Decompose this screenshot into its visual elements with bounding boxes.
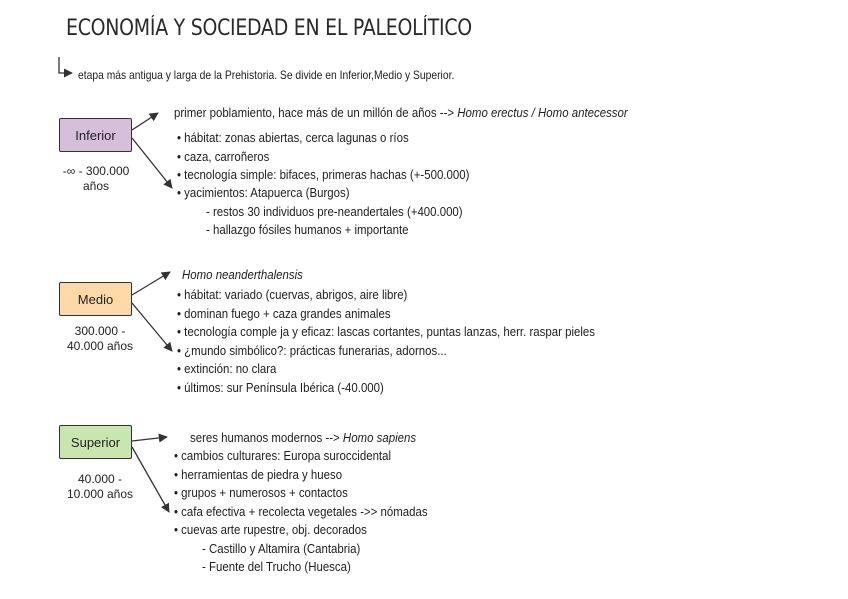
medio-bullet: • dominan fuego + caza grandes animales — [177, 306, 391, 321]
range-line-1: 40.000 - — [77, 472, 123, 486]
superior-bullet: • grupos + numerosos + contactos — [174, 485, 348, 500]
superior-bullet: • cambios culturares: Europa suroccidental — [174, 448, 392, 463]
period-box-superior: Superior — [59, 425, 132, 459]
inferior-subitem: - hallazgo fósiles humanos + importante — [206, 222, 409, 237]
inferior-arrow-up — [132, 113, 158, 130]
range-line-2: años — [82, 179, 110, 193]
subtitle-hook-arrow — [59, 57, 72, 73]
medio-arrow-up — [132, 272, 170, 295]
intro-text: primer poblamiento, hace más de un millón de años --> — [174, 105, 458, 120]
medio-intro — [182, 267, 303, 282]
medio-bullet: • extinción: no clara — [177, 361, 277, 376]
intro-species: Homo erectus / Homo antecessor — [457, 105, 628, 120]
medio-bullet: • ¿mundo simbólico?: prácticas funerarias, adornos... — [177, 343, 447, 358]
inferior-bullet: • tecnología simple: bifaces, primeras hachas (+-500.000) — [177, 167, 470, 182]
range-line-2: 10.000 años — [66, 487, 134, 501]
subtitle: etapa más antigua y larga de la Prehistoria. Se divide en Inferior,Medio y Superior. — [78, 68, 455, 82]
superior-bullet: • cafa efectiva + recolecta vegetales ->> nómadas — [174, 504, 428, 519]
superior-bullet: • herramientas de piedra y hueso — [174, 467, 343, 482]
intro-species: Homo neanderthalensis — [182, 267, 303, 282]
superior-subitem: - Castillo y Altamira (Cantabria) — [202, 541, 361, 556]
superior-arrow-up — [132, 437, 167, 441]
period-range-inferior — [52, 164, 140, 194]
page-title: ECONOMÍA Y SOCIEDAD EN EL PALEOLÍTICO — [66, 16, 472, 41]
inferior-bullet: • caza, carroñeros — [177, 149, 270, 164]
period-box-inferior: Inferior — [59, 118, 132, 152]
medio-bullet: • tecnología comple ja y eficaz: lascas cortantes, puntas lanzas, herr. raspar pieles — [177, 324, 595, 339]
inferior-bullet: • yacimientos: Atapuerca (Burgos) — [177, 185, 350, 200]
range-line-1: 300.000 - — [74, 324, 126, 338]
period-range-superior — [52, 472, 148, 502]
period-range-medio — [52, 324, 148, 354]
intro-species: Homo sapiens — [342, 430, 417, 445]
period-box-medio: Medio — [59, 282, 132, 316]
inferior-bullet: • hábitat: zonas abiertas, cerca lagunas o ríos — [177, 130, 409, 145]
medio-bullet: • hábitat: variado (cuervas, abrigos, aire libre) — [177, 287, 408, 302]
intro-text: seres humanos modernos --> — [190, 430, 343, 445]
superior-intro — [190, 430, 416, 445]
superior-bullet: • cuevas arte rupestre, obj. decorados — [174, 522, 367, 537]
range-line-2: 40.000 años — [66, 339, 134, 353]
medio-bullet: • últimos: sur Península Ibérica (-40.000) — [177, 380, 384, 395]
superior-subitem: - Fuente del Trucho (Huesca) — [202, 559, 351, 574]
inferior-intro — [174, 105, 628, 120]
range-line-1: -∞ - 300.000 — [62, 164, 130, 178]
inferior-subitem: - restos 30 individuos pre-neandertales (+400.000) — [206, 204, 463, 219]
